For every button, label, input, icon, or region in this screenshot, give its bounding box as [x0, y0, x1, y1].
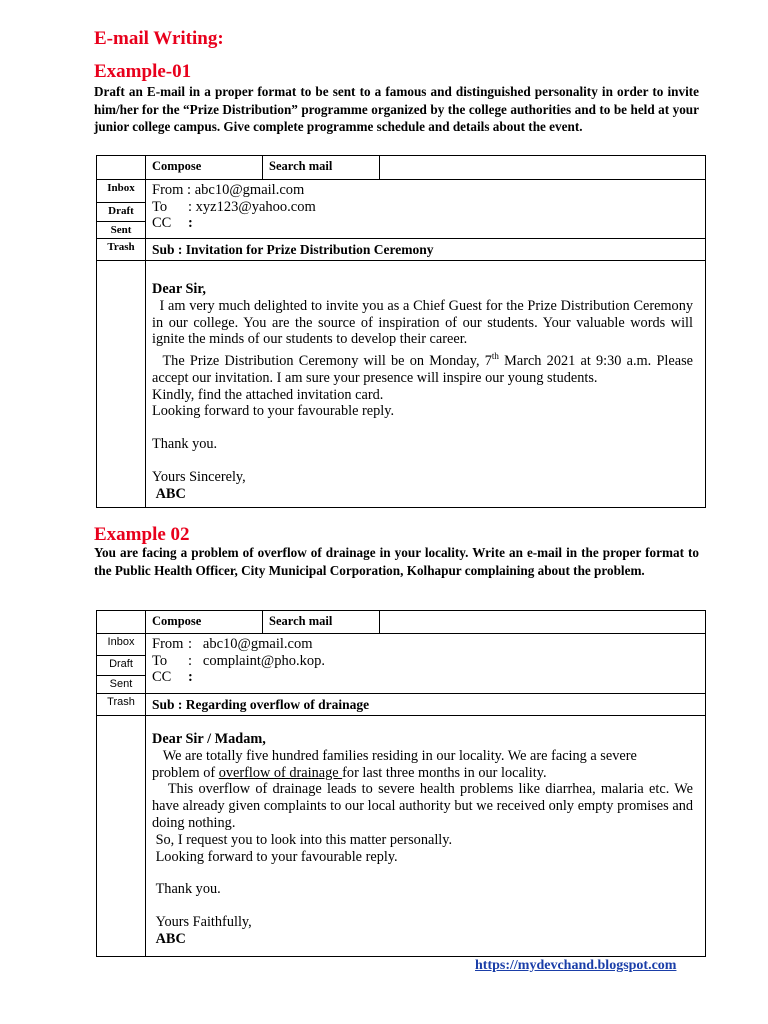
to-label: To	[152, 198, 168, 215]
salutation: Dear Sir / Madam,	[152, 731, 266, 747]
compose-button[interactable]: Compose	[146, 611, 263, 634]
sidebar-item-trash[interactable]: Trash	[97, 694, 146, 716]
from-value[interactable]: abc10@gmail.com	[194, 182, 305, 198]
thanks: Thank you.	[155, 881, 221, 898]
search-mail-input[interactable]: Search mail	[263, 156, 380, 180]
to-value[interactable]: : xyz123@yahoo.com	[188, 198, 316, 215]
paragraph-2: This overflow of drainage leads to severe health problems like diarrhea, malaria etc. We have already given complaints to our local authority but we received only empty promises and doing nothing.	[152, 781, 693, 831]
cc-label: CC	[152, 669, 172, 685]
sidebar-item-trash[interactable]: Trash	[97, 239, 146, 261]
paragraph-1: We are totally five hundred families residing in our locality. We are facing a severe	[162, 747, 637, 764]
example-02-heading: Example 02	[94, 524, 190, 545]
from-label: From :	[152, 182, 192, 198]
example-02-prompt: You are facing a problem of overflow of drainage in your locality. Write an e-mail in the proper format to the Public Health Officer, City Municipal Corporation, Kolhapur complaining about the problem.	[94, 545, 699, 578]
paragraph-1-b: problem of	[152, 764, 219, 781]
line-3: Kindly, find the attached invitation card.	[152, 386, 384, 403]
compose-button[interactable]: Compose	[146, 156, 263, 180]
sidebar-item-draft[interactable]: Draft	[97, 656, 146, 676]
email-client-01	[96, 155, 706, 508]
subject-line[interactable]: Sub : Regarding overflow of drainage	[146, 694, 706, 716]
thanks: Thank you.	[152, 436, 218, 453]
sidebar-item-draft[interactable]: Draft	[97, 203, 146, 222]
sidebar-item-sent[interactable]: Sent	[97, 222, 146, 239]
line-4: Looking forward to your favourable reply.	[152, 403, 395, 420]
paragraph-2-b: March 2021 at 9:30 a.m. Please accept our invitation. I am sure your presence will inspire our young students.	[152, 352, 693, 386]
sidebar-item-inbox[interactable]: Inbox	[97, 634, 146, 656]
page-title: E-mail Writing:	[94, 28, 224, 49]
email-header	[146, 634, 706, 694]
line-4: Looking forward to your favourable reply.	[155, 848, 398, 865]
paragraph-1: I am very much delighted to invite you as a Chief Guest for the Prize Distribution Ceremony in our college. You are the source of inspiration of our students. Your valuable words will ignite the minds of our students to develop their career.	[152, 297, 693, 348]
sidebar-item-inbox[interactable]: Inbox	[97, 180, 146, 203]
email-body[interactable]	[146, 261, 706, 508]
to-label: To	[152, 652, 168, 669]
footer-link[interactable]: https://mydevchand.blogspot.com	[475, 958, 677, 973]
example-01-heading: Example-01	[94, 61, 192, 82]
email-header	[146, 180, 706, 239]
from-value[interactable]: : abc10@gmail.com	[188, 636, 313, 652]
subject-line[interactable]: Sub : Invitation for Prize Distribution Ceremony	[146, 239, 706, 261]
sidebar-item-sent[interactable]: Sent	[97, 676, 146, 694]
line-3: So, I request you to look into this matter personally.	[155, 831, 453, 848]
from-label: From	[152, 636, 184, 652]
to-value[interactable]: : complaint@pho.kop.	[188, 652, 325, 669]
cc-value[interactable]: :	[188, 215, 193, 231]
example-01-prompt: Draft an E-mail in a proper format to be sent to a famous and distinguished personality in order to invite him/her for the “Prize Distribution” programme organized by the college authorities and to be held at your junior college campus. Give complete programme schedule and details about the event.	[94, 84, 699, 134]
cc-label: CC	[152, 215, 172, 231]
email-client-02	[96, 610, 706, 957]
paragraph-2-a: The Prize Distribution Ceremony will be on Monday, 7	[162, 352, 492, 369]
salutation: Dear Sir,	[152, 281, 207, 297]
closing: Yours Sincerely,	[152, 468, 246, 485]
signature: ABC	[155, 930, 186, 947]
paragraph-1-underlined: overflow of drainage	[218, 764, 343, 781]
search-mail-input[interactable]: Search mail	[263, 611, 380, 634]
date-superscript: th	[491, 351, 499, 362]
paragraph-1-c: for last three months in our locality.	[342, 764, 547, 781]
email-body[interactable]	[146, 716, 706, 957]
closing: Yours Faithfully,	[155, 914, 252, 931]
cc-value[interactable]: :	[188, 669, 193, 685]
signature: ABC	[155, 485, 186, 502]
